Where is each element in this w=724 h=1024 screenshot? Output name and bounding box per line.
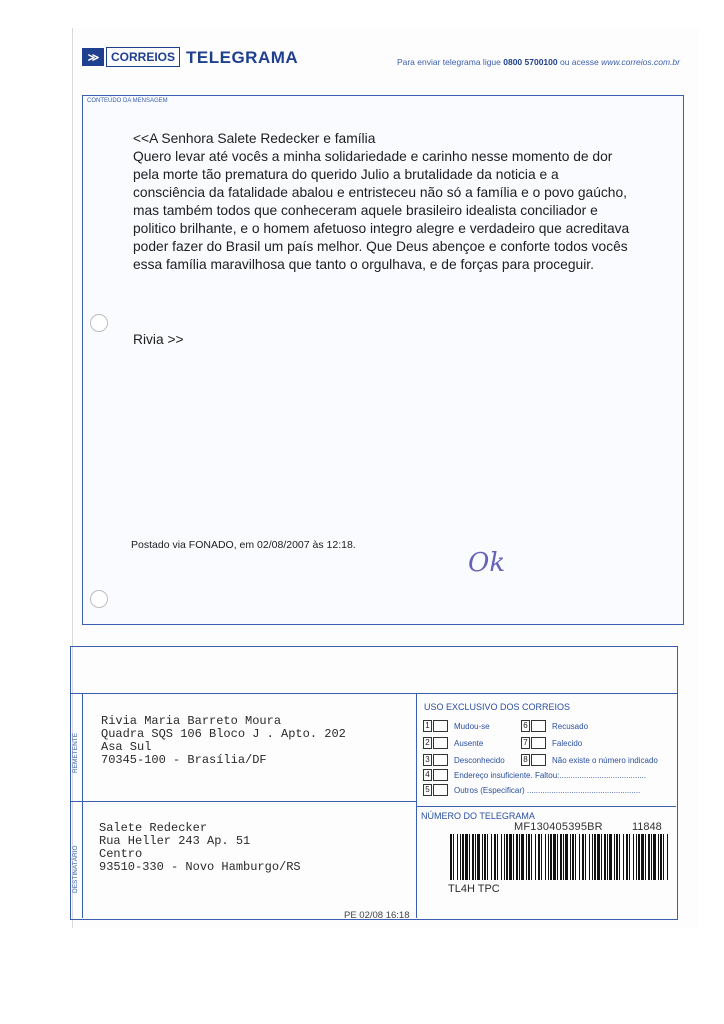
barcode-bar	[592, 834, 593, 880]
option-outros: 5 Outros (Especificar) ...................................................	[423, 784, 640, 796]
barcode-bar	[607, 834, 608, 880]
info-site: www.correios.com.br	[601, 57, 680, 67]
barcode-bar	[531, 834, 532, 880]
telegram-code: 11848	[632, 821, 662, 833]
recipient-line: Rua Heller 243 Ap. 51	[99, 834, 251, 848]
barcode-bar	[579, 834, 580, 880]
barcode-bar	[557, 834, 558, 880]
barcode-bar	[658, 834, 659, 880]
message-line: <<A Senhora Salete Redecker e família	[133, 131, 376, 146]
barcode-bar	[626, 834, 628, 880]
info-phone: 0800 5700100	[503, 57, 558, 67]
barcode-bar	[663, 834, 664, 880]
barcode-bar	[494, 834, 496, 880]
recipient-line: Salete Redecker	[99, 821, 208, 835]
divider	[70, 801, 416, 802]
message-line: pela morte tão prematura do querido Julio a brutalidade da noticia e a	[133, 167, 559, 182]
barcode-bar	[651, 834, 652, 880]
barcode-bar	[462, 834, 464, 880]
barcode-bar	[541, 834, 542, 880]
option-ausente: 2 Ausente	[423, 737, 483, 749]
telegram-number-label: NÚMERO DO TELEGRAMA	[421, 811, 535, 821]
barcode-bar	[509, 834, 512, 880]
barcode-bar	[645, 834, 646, 880]
barcode-bar	[477, 834, 480, 880]
info-mid: ou acesse	[557, 57, 602, 67]
barcode-bar	[472, 834, 474, 880]
barcode-bar	[589, 834, 590, 880]
barcode-bar	[594, 834, 596, 880]
barcode-bar	[501, 834, 502, 880]
barcode-bar	[629, 834, 630, 880]
barcode-bar	[638, 834, 640, 880]
correios-logo	[82, 47, 180, 67]
barcode-bar	[641, 834, 644, 880]
barcode-bar	[484, 834, 486, 880]
barcode-bar	[521, 834, 524, 880]
option-recusado: 6 Recusado	[521, 720, 588, 732]
recipient-line: 93510-330 - Novo Hamburgo/RS	[99, 860, 301, 874]
barcode-bar	[633, 834, 634, 880]
handwritten-mark: Ok	[468, 548, 506, 578]
barcode-bar	[504, 834, 505, 880]
message-line: mas também todos que conheceram aquele brasileiro idealista conciliador e	[133, 203, 598, 218]
barcode-bar	[538, 834, 540, 880]
info-prefix: Para enviar telegrama ligue	[396, 57, 504, 67]
barcode-bar	[614, 834, 615, 880]
barcode-bar	[570, 834, 571, 880]
barcode	[450, 834, 672, 880]
barcode-bar	[475, 834, 476, 880]
barcode-bar	[648, 834, 650, 880]
barcode-bar	[460, 834, 461, 880]
barcode-bar	[516, 834, 518, 880]
barcode-bar	[457, 834, 458, 880]
barcode-bar	[491, 834, 492, 880]
sender-label: REMETENTE	[72, 732, 79, 773]
recipient-line: Centro	[99, 847, 143, 861]
barcode-bar	[636, 834, 637, 880]
punch-hole-icon	[90, 590, 108, 608]
punch-hole-icon	[90, 314, 108, 332]
sender-side-label	[70, 693, 83, 801]
barcode-bar	[604, 834, 606, 880]
message-section-label: CONTEÚDO DA MENSAGEM	[87, 98, 168, 104]
barcode-bar	[506, 834, 508, 880]
footer-stamp: PE 02/08 16:18	[344, 910, 410, 921]
barcode-bar	[535, 834, 536, 880]
brand-name: CORREIOS	[106, 47, 180, 67]
message-line: politico brilhante, e o homem afetuoso integro alegre e verdadeiro que acreditava	[133, 221, 630, 236]
sender-line: Asa Sul	[101, 740, 152, 754]
telegram-number: MF130405395BR	[514, 821, 603, 833]
barcode-bar	[653, 834, 656, 880]
address-top-band	[71, 647, 677, 694]
message-box	[82, 95, 684, 625]
option-desconhecido: 3 Desconhecido	[423, 754, 505, 766]
barcode-bar	[623, 834, 624, 880]
sender-line: Quadra SQS 106 Bloco J . Apto. 202	[101, 727, 346, 741]
signature: Rivia >>	[133, 332, 184, 347]
barcode-bar	[528, 834, 530, 880]
message-line: consciência da fatalidade abalou e entristeceu não só a família e o povo gaúcho,	[133, 185, 627, 200]
barcode-bar	[465, 834, 468, 880]
barcode-bar	[582, 834, 584, 880]
correios-mark-icon: ≫	[82, 48, 104, 66]
header	[80, 44, 690, 78]
barcode-bar	[453, 834, 454, 880]
barcode-bar	[545, 834, 546, 880]
recipient-label: DESTINATÁRIO	[72, 845, 79, 893]
sender-line: Rivia Maria Barreto Moura	[101, 714, 282, 728]
barcode-bar	[575, 834, 576, 880]
barcode-bar	[487, 834, 488, 880]
route-code: TL4H TPC	[448, 883, 500, 895]
recipient-address	[99, 822, 301, 874]
barcode-bar	[513, 834, 514, 880]
sender-line: 70345-100 - Brasília/DF	[101, 753, 267, 767]
barcode-bar	[565, 834, 568, 880]
barcode-bar	[619, 834, 620, 880]
barcode-bar	[450, 834, 452, 880]
message-line: Quero levar até vocês a minha solidariedade e carinho nesse momento de dor	[133, 149, 613, 164]
option-falecido: 7 Falecido	[521, 737, 582, 749]
barcode-bar	[667, 834, 668, 880]
posted-info: Postado via FONADO, em 02/08/2007 às 12:18.	[131, 539, 356, 551]
barcode-bar	[660, 834, 662, 880]
message-text	[133, 130, 663, 274]
barcode-bar	[609, 834, 612, 880]
recipient-side-label	[70, 801, 83, 918]
barcode-bar	[548, 834, 549, 880]
barcode-bar	[616, 834, 618, 880]
barcode-bar	[482, 834, 483, 880]
barcode-bar	[519, 834, 520, 880]
barcode-bar	[585, 834, 586, 880]
barcode-bar	[572, 834, 574, 880]
barcode-bar	[597, 834, 600, 880]
uso-exclusivo-title: USO EXCLUSIVO DOS CORREIOS	[424, 702, 571, 712]
divider	[416, 806, 676, 807]
contact-info	[397, 57, 680, 67]
option-mudou-se: 1 Mudou-se	[423, 720, 490, 732]
document-title: TELEGRAMA	[186, 48, 299, 67]
barcode-bar	[469, 834, 470, 880]
barcode-bar	[601, 834, 602, 880]
barcode-bar	[553, 834, 556, 880]
barcode-bar	[563, 834, 564, 880]
barcode-bar	[550, 834, 552, 880]
option-nao-existe: 8 Não existe o número indicado	[521, 754, 658, 766]
option-endereco-insuficiente: 4 Endereço insuficiente. Faltou:.......................................	[423, 769, 646, 781]
barcode-bar	[560, 834, 562, 880]
barcode-bar	[526, 834, 527, 880]
barcode-bar	[497, 834, 498, 880]
sender-address	[101, 715, 346, 767]
message-line: essa família maravilhosa que tanto o orgulhava, e de forças para proceguir.	[133, 257, 594, 272]
message-line: poder fazer do Brasil um país melhor. Que Deus abençoe e conforte todos vocês	[133, 239, 628, 254]
